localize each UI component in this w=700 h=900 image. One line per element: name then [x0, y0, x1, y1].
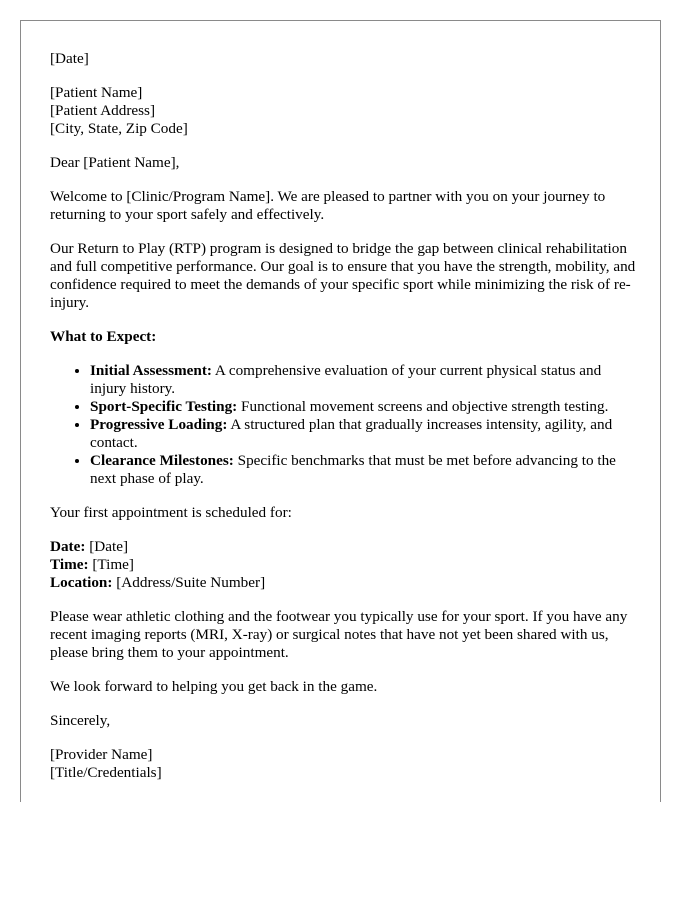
sign-off: Sincerely,: [50, 712, 111, 729]
appointment-date-value: [Date]: [85, 538, 129, 555]
recipient-city-state-zip: [City, State, Zip Code]: [50, 120, 188, 137]
list-item-title: Clearance Milestones:: [90, 452, 234, 469]
expect-heading-text: What to Expect:: [50, 328, 157, 345]
recipient-address: [50, 84, 640, 138]
appointment-details: [50, 538, 640, 592]
list-item-title: Initial Assessment:: [90, 362, 212, 379]
list-item-title: Progressive Loading:: [90, 416, 228, 433]
list-item-title: Sport-Specific Testing:: [90, 398, 238, 415]
intro-paragraph: Welcome to [Clinic/Program Name]. We are pleased to partner with you on your journey to returning to your sport safely and effectively.: [50, 188, 606, 223]
expect-heading: [50, 328, 640, 346]
appointment-location-label: Location:: [50, 574, 113, 591]
list-item: [90, 362, 640, 398]
closing-line: We look forward to helping you get back in the game.: [50, 678, 378, 695]
expect-list: [50, 362, 640, 488]
list-item: [90, 452, 640, 488]
provider-title: [Title/Credentials]: [50, 764, 162, 781]
list-item-text: A comprehensive evaluation of your current physical status and injury history.: [90, 362, 602, 397]
appointment-time: [50, 556, 640, 574]
recipient-name: [Patient Name]: [50, 84, 143, 101]
provider-name: [Provider Name]: [50, 746, 153, 763]
appointment-location: [50, 574, 640, 592]
letter-page: [20, 20, 661, 802]
appointment-time-value: [Time]: [88, 556, 134, 573]
list-item-text: A structured plan that gradually increases intensity, agility, and contact.: [90, 416, 613, 451]
list-item-text: Specific benchmarks that must be met before advancing to the next phase of play.: [90, 452, 616, 487]
letter-body: [50, 50, 640, 798]
program-paragraph: Our Return to Play (RTP) program is designed to bridge the gap between clinical rehabilitation and full competitive performance. Our goal is to ensure that you have the strength, mobility, and confidence required to meet the demands of your specific sport while minimizing the risk of re-injury.: [50, 240, 636, 311]
list-item: [90, 416, 640, 452]
list-item-text: Functional movement screens and objective strength testing.: [237, 398, 609, 415]
instructions-paragraph: Please wear athletic clothing and the footwear you typically use for your sport. If you have any recent imaging reports (MRI, X-ray) or surgical notes that have not yet been shared with us, please bring them to your appointment.: [50, 608, 628, 661]
salutation: Dear [Patient Name],: [50, 154, 180, 171]
list-item: [90, 398, 640, 416]
appointment-time-label: Time:: [50, 556, 89, 573]
appointment-date: [50, 538, 640, 556]
appointment-intro: Your first appointment is scheduled for:: [50, 504, 292, 521]
appointment-date-label: Date:: [50, 538, 86, 555]
appointment-location-value: [Address/Suite Number]: [112, 574, 266, 591]
recipient-street: [Patient Address]: [50, 102, 156, 119]
letter-date: [Date]: [50, 50, 89, 67]
signature-block: [50, 746, 640, 782]
